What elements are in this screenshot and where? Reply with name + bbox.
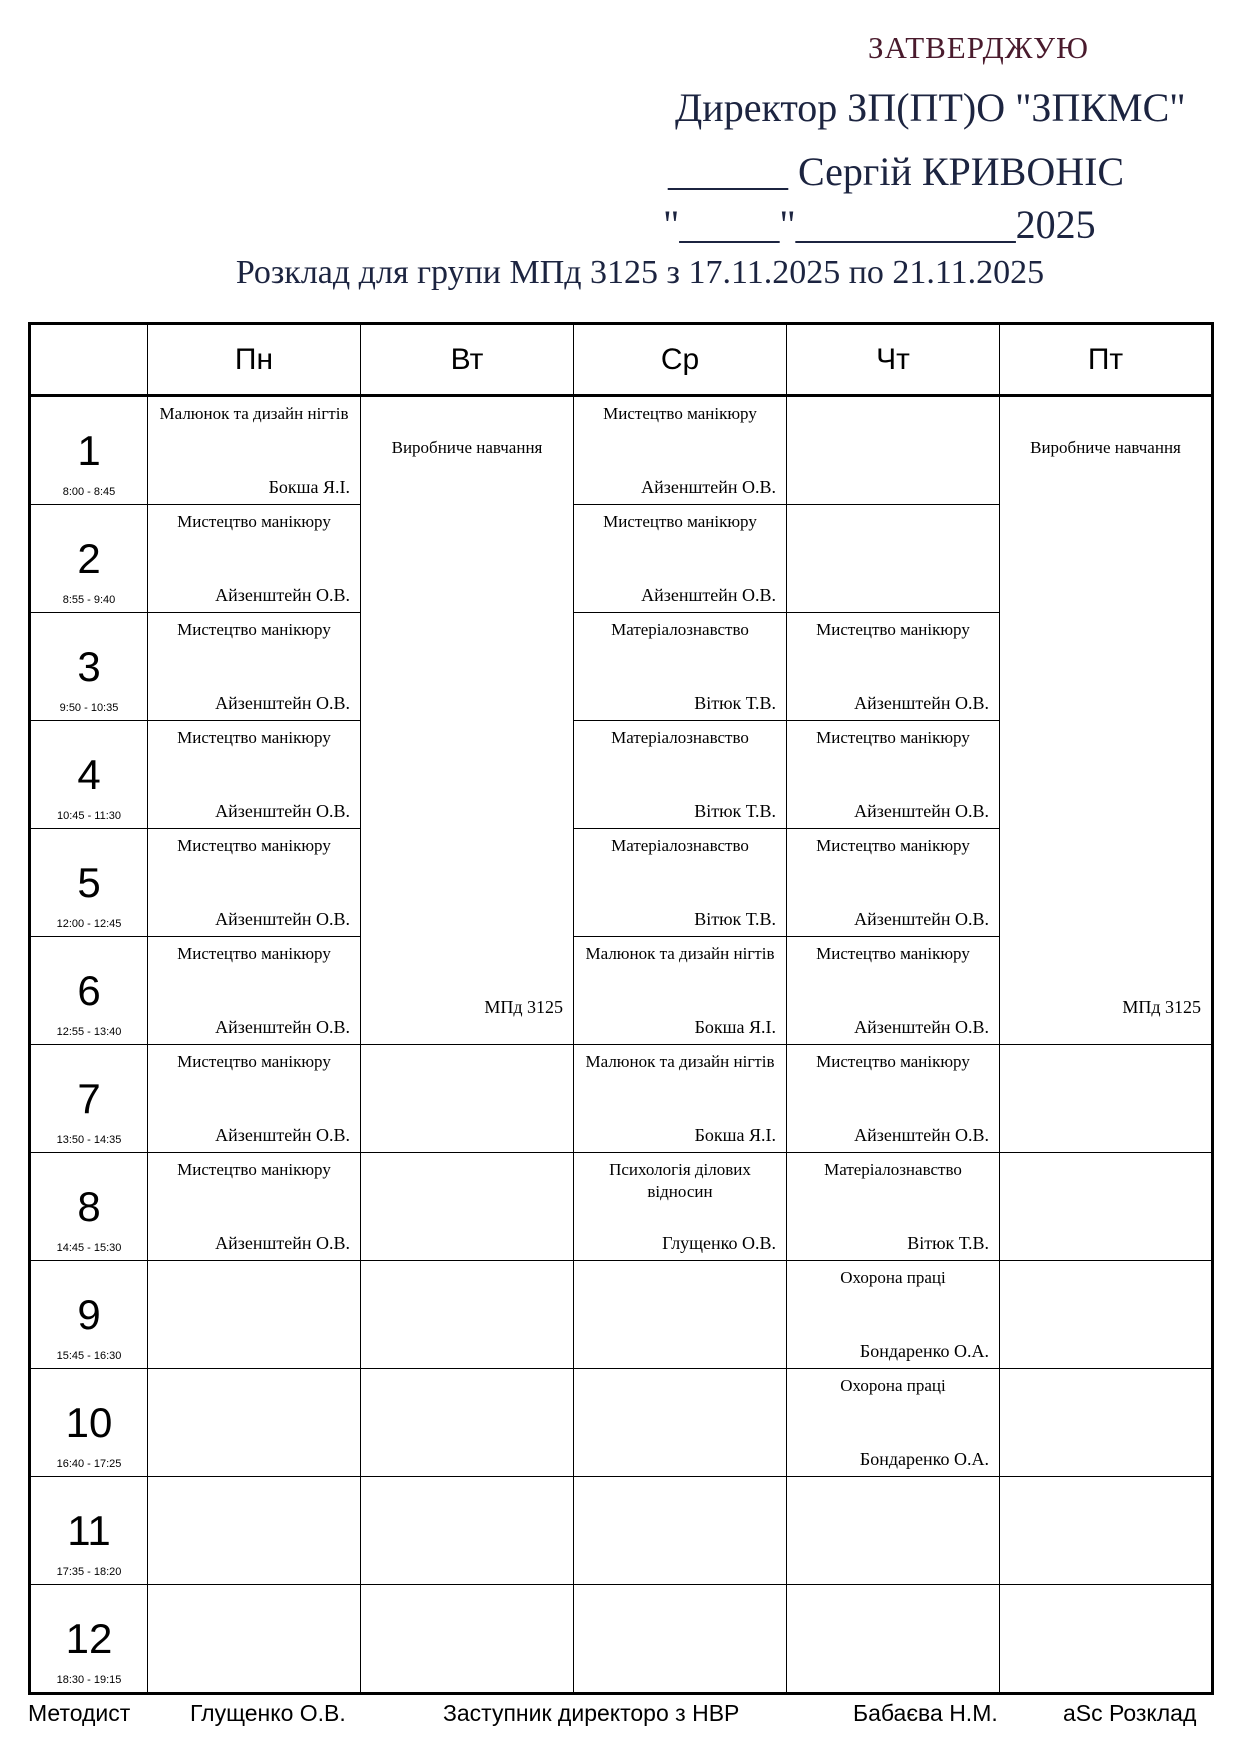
lesson-cell	[1000, 1045, 1213, 1153]
lesson-subject	[787, 397, 999, 403]
lesson-cell	[361, 1261, 574, 1369]
lesson-subject: Охорона праці	[840, 1268, 946, 1287]
period-cell	[30, 937, 148, 1045]
lesson-cell	[574, 1477, 787, 1585]
footer-deputy-label: Заступник директоро з НВР	[443, 1700, 740, 1726]
lesson-cell	[148, 829, 361, 937]
lesson-cell	[148, 1153, 361, 1261]
lesson-teacher: Айзенштейн О.В.	[215, 1017, 350, 1037]
footer-methodist-label: Методист	[28, 1700, 131, 1726]
lesson-cell	[1000, 1369, 1213, 1477]
lesson-cell	[148, 505, 361, 613]
day-header-tue: Вт	[361, 324, 574, 396]
period-number: 4	[77, 750, 101, 798]
lesson-subject: Мистецтво манікюру	[177, 728, 331, 747]
lesson-teacher: Вітюк Т.В.	[694, 801, 776, 821]
lesson-subject: Мистецтво манікюру	[177, 1160, 331, 1179]
header-row	[30, 324, 1213, 396]
lesson-subject: Мистецтво манікюру	[816, 836, 970, 855]
lesson-cell	[574, 396, 787, 505]
day-header-mon: Пн	[148, 324, 361, 396]
practice-block-tue	[361, 396, 574, 1045]
lesson-cell	[361, 1369, 574, 1477]
lesson-subject: Охорона праці	[840, 1376, 946, 1395]
period-time: 16:40 - 17:25	[56, 1458, 122, 1470]
approval-heading: ЗАТВЕРДЖУЮ	[868, 30, 1089, 65]
period-time: 18:30 - 19:15	[56, 1674, 122, 1686]
lesson-teacher: Айзенштейн О.В.	[854, 1017, 989, 1037]
lesson-teacher: Айзенштейн О.В.	[215, 585, 350, 605]
lesson-teacher: Вітюк Т.В.	[907, 1233, 989, 1253]
period-time: 17:35 - 18:20	[56, 1566, 122, 1578]
period-number: 12	[65, 1614, 113, 1662]
period-number: 10	[65, 1398, 113, 1446]
period-time: 12:55 - 13:40	[56, 1026, 122, 1038]
lesson-cell	[148, 937, 361, 1045]
lesson-teacher: Айзенштейн О.В.	[854, 693, 989, 713]
period-number: 9	[77, 1290, 101, 1338]
lesson-teacher: Айзенштейн О.В.	[215, 1233, 350, 1253]
period-number: 3	[77, 642, 101, 690]
period-cell	[30, 1153, 148, 1261]
period-column-header	[30, 324, 148, 396]
lesson-subject: Мистецтво манікюру	[177, 620, 331, 639]
period-time: 9:50 - 10:35	[59, 702, 119, 714]
lesson-cell	[787, 937, 1000, 1045]
period-cell	[30, 721, 148, 829]
lesson-subject: Мистецтво манікюру	[177, 944, 331, 963]
lesson-cell	[1000, 1477, 1213, 1585]
table-row	[30, 396, 1213, 505]
lesson-subject: Виробниче навчання	[1030, 438, 1181, 457]
period-number: 1	[77, 426, 101, 474]
period-cell	[30, 1261, 148, 1369]
footer-methodist-name: Глущенко О.В.	[190, 1700, 346, 1726]
period-time: 12:00 - 12:45	[56, 918, 122, 930]
lesson-teacher: Бондаренко О.А.	[859, 1449, 989, 1469]
lesson-cell	[787, 721, 1000, 829]
lesson-teacher: Айзенштейн О.В.	[854, 909, 989, 929]
lesson-subject: Малюнок та дизайн нігтів	[585, 1052, 775, 1071]
lesson-cell	[574, 1585, 787, 1694]
lesson-teacher: Айзенштейн О.В.	[215, 909, 350, 929]
lesson-subject: Мистецтво манікюру	[816, 620, 970, 639]
table-row	[30, 1261, 1213, 1369]
footer-asc-brand: aSc Розклад	[1063, 1700, 1197, 1726]
period-cell	[30, 505, 148, 613]
lesson-subject: Матеріалознавство	[611, 620, 749, 639]
lesson-subject: Мистецтво манікюру	[177, 512, 331, 531]
table-row	[30, 1585, 1213, 1694]
lesson-subject: Матеріалознавство	[611, 836, 749, 855]
footer-deputy-name: Бабаєва Н.М.	[853, 1700, 998, 1726]
period-cell	[30, 1585, 148, 1694]
lesson-cell	[574, 1045, 787, 1153]
day-header-thu: Чт	[787, 324, 1000, 396]
period-number: 8	[77, 1182, 101, 1230]
period-cell	[30, 613, 148, 721]
practice-block-fri	[1000, 396, 1213, 1045]
lesson-teacher: Глущенко О.В.	[662, 1233, 776, 1253]
lesson-cell	[148, 1261, 361, 1369]
lesson-cell	[574, 937, 787, 1045]
lesson-subject: Малюнок та дизайн нігтів	[585, 944, 775, 963]
lesson-cell	[574, 613, 787, 721]
period-time: 14:45 - 15:30	[56, 1242, 122, 1254]
lesson-subject: Мистецтво манікюру	[603, 404, 757, 423]
lesson-teacher: Вітюк Т.В.	[694, 693, 776, 713]
lesson-cell	[787, 505, 1000, 613]
lesson-cell	[361, 1585, 574, 1694]
approval-signature-line: ______ Сергій КРИВОНІС	[668, 149, 1125, 194]
lesson-teacher: Бокша Я.І.	[694, 1125, 776, 1145]
lesson-teacher: Бокша Я.І.	[694, 1017, 776, 1037]
lesson-cell	[787, 396, 1000, 505]
lesson-subject: Мистецтво манікюру	[816, 944, 970, 963]
lesson-group: МПд 3125	[1122, 997, 1201, 1017]
period-time: 8:00 - 8:45	[62, 486, 116, 498]
lesson-subject: Мистецтво манікюру	[177, 1052, 331, 1071]
lesson-cell	[787, 829, 1000, 937]
lesson-cell	[787, 1585, 1000, 1694]
period-number: 11	[67, 1506, 111, 1554]
lesson-subject: Мистецтво манікюру	[816, 728, 970, 747]
lesson-teacher: Айзенштейн О.В.	[215, 1125, 350, 1145]
lesson-cell	[787, 1369, 1000, 1477]
period-number: 2	[77, 534, 101, 582]
lesson-cell	[148, 1045, 361, 1153]
schedule-table	[28, 322, 1214, 1695]
lesson-cell	[787, 1045, 1000, 1153]
lesson-cell	[787, 613, 1000, 721]
day-header-fri: Пт	[1000, 324, 1213, 396]
table-row	[30, 1477, 1213, 1585]
lesson-subject: Психологія ділових відносин	[609, 1160, 751, 1202]
day-header-wed: Ср	[574, 324, 787, 396]
period-time: 8:55 - 9:40	[62, 594, 116, 606]
lesson-teacher: Айзенштейн О.В.	[215, 801, 350, 821]
period-time: 15:45 - 16:30	[56, 1350, 122, 1362]
period-cell	[30, 1045, 148, 1153]
lesson-cell	[574, 829, 787, 937]
lesson-cell	[1000, 1261, 1213, 1369]
lesson-cell	[1000, 1153, 1213, 1261]
lesson-subject	[787, 505, 999, 511]
lesson-cell	[148, 721, 361, 829]
lesson-cell	[787, 1153, 1000, 1261]
period-cell	[30, 829, 148, 937]
lesson-teacher: Айзенштейн О.В.	[854, 1125, 989, 1145]
table-row	[30, 1045, 1213, 1153]
lesson-teacher: Бокша Я.І.	[268, 477, 350, 497]
lesson-teacher: Айзенштейн О.В.	[641, 477, 776, 497]
lesson-teacher: Айзенштейн О.В.	[854, 801, 989, 821]
lesson-cell	[574, 505, 787, 613]
lesson-subject: Мистецтво манікюру	[603, 512, 757, 531]
period-number: 5	[77, 858, 101, 906]
lesson-cell	[1000, 1585, 1213, 1694]
lesson-group: МПд 3125	[484, 997, 563, 1017]
lesson-cell	[361, 1045, 574, 1153]
lesson-cell	[148, 1369, 361, 1477]
lesson-cell	[361, 1477, 574, 1585]
lesson-subject: Мистецтво манікюру	[816, 1052, 970, 1071]
approval-date-line: "_____"___________2025	[663, 202, 1096, 247]
lesson-subject: Матеріалознавство	[824, 1160, 962, 1179]
period-cell	[30, 1369, 148, 1477]
period-number: 6	[77, 966, 101, 1014]
schedule-title: Розклад для групи МПд 3125 з 17.11.2025 по 21.11.2025	[235, 254, 1045, 291]
approval-director-line: Директор ЗП(ПТ)О "ЗПКМС"	[675, 85, 1186, 130]
lesson-cell	[574, 1261, 787, 1369]
table-row	[30, 1153, 1213, 1261]
lesson-cell	[574, 1369, 787, 1477]
lesson-cell	[361, 1153, 574, 1261]
table-row	[30, 1369, 1213, 1477]
lesson-teacher: Айзенштейн О.В.	[641, 585, 776, 605]
lesson-cell	[787, 1261, 1000, 1369]
lesson-subject: Малюнок та дизайн нігтів	[159, 404, 349, 423]
lesson-teacher: Вітюк Т.В.	[694, 909, 776, 929]
lesson-subject: Виробниче навчання	[391, 438, 543, 457]
lesson-cell	[148, 1585, 361, 1694]
period-number: 7	[77, 1074, 101, 1122]
period-time: 13:50 - 14:35	[56, 1134, 122, 1146]
period-cell	[30, 1477, 148, 1585]
lesson-cell	[787, 1477, 1000, 1585]
lesson-cell	[148, 396, 361, 505]
lesson-cell	[574, 721, 787, 829]
lesson-subject: Мистецтво манікюру	[177, 836, 331, 855]
period-time: 10:45 - 11:30	[56, 810, 121, 822]
lesson-cell	[148, 1477, 361, 1585]
lesson-subject: Матеріалознавство	[611, 728, 749, 747]
lesson-teacher: Бондаренко О.А.	[859, 1341, 989, 1361]
lesson-teacher: Айзенштейн О.В.	[215, 693, 350, 713]
lesson-cell	[148, 613, 361, 721]
lesson-cell	[574, 1153, 787, 1261]
period-cell	[30, 396, 148, 505]
